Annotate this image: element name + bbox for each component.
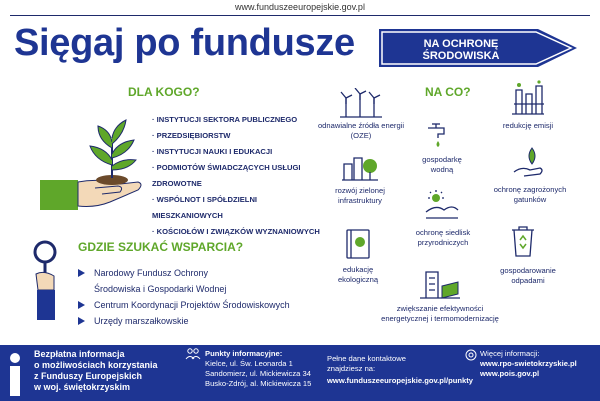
triangle-bullet-icon	[78, 301, 85, 309]
poster-title: Sięgaj po fundusze	[14, 22, 355, 64]
list-item: ZDROWOTNE	[152, 179, 202, 188]
what-item-infra: rozwój zielonej infrastruktury	[335, 186, 385, 205]
what-item-odpady: gospodarowanie odpadami	[500, 266, 556, 285]
contacts-link[interactable]: www.funduszeeuropejskie.gov.pl/punkty	[327, 376, 473, 385]
list-item: MIESZKANIOWYCH	[152, 211, 223, 220]
what-item-edukacja: edukację ekologiczną	[337, 265, 379, 284]
triangle-bullet-icon	[78, 317, 85, 325]
footer-points: Punkty informacyjne: Kielce, ul. Św. Leonarda 1 Sandomierz, ul. Mickiewicza 34 Busko-Zdrój, al. Mickiewicza 15	[205, 349, 312, 388]
at-sign-icon	[465, 349, 477, 361]
water-tap-icon	[424, 116, 458, 150]
list-item: Środowiska i Gospodarki Wodnej	[94, 284, 227, 294]
solar-building-icon	[418, 264, 462, 300]
sign-label: NA OCHRONĘ ŚRODOWISKA	[422, 38, 500, 62]
info-i-icon	[6, 352, 24, 398]
what-item-emisje: redukcję emisji	[502, 121, 554, 130]
rpo-link[interactable]: www.rpo-swietokrzyskie.pl	[480, 359, 577, 368]
magnifier-hand-icon	[28, 240, 68, 325]
footer-contacts: Pełne dane kontaktowe znajdziesz na: www.funduszeeuropejskie.gov.pl/punkty	[327, 354, 473, 385]
people-icon	[185, 348, 201, 360]
recycling-bin-icon	[508, 224, 538, 258]
pois-link[interactable]: www.pois.gov.pl	[480, 369, 540, 378]
list-item: · KOŚCIOŁÓW I ZWIĄZKÓW WYZNANIOWYCH	[152, 227, 320, 236]
footer-more: Więcej informacji: www.rpo-swietokrzyskie.pl www.pois.gov.pl	[480, 349, 598, 379]
factory-emission-icon	[510, 80, 546, 116]
where-heading: GDZIE SZUKAĆ WSPARCIA?	[78, 240, 244, 254]
list-item: · INSTYTUCJI NAUKI I EDUKACJI	[152, 147, 273, 156]
hand-leaf-icon	[512, 146, 548, 178]
what-item-gatunki: ochronę zagrożonych gatunków	[493, 185, 567, 204]
where-list	[78, 265, 290, 329]
list-item: · INSTYTUCJI SEKTORA PUBLICZNEGO	[152, 115, 298, 124]
what-item-oze: odnawialne źródła energii (OZE)	[317, 121, 405, 140]
list-item: · PRZEDSIĘBIORSTW	[152, 131, 231, 140]
list-item: · WSPÓLNOT I SPÓŁDZIELNI	[152, 195, 258, 204]
what-item-siedliska: ochronę siedlisk przyrodniczych	[415, 228, 471, 247]
triangle-bullet-icon	[78, 269, 85, 277]
source-url: www.funduszeeuropejskie.gov.pl	[235, 2, 365, 12]
eco-book-icon	[344, 228, 372, 260]
what-heading: NA CO?	[425, 85, 471, 99]
who-heading: DLA KOGO?	[128, 85, 200, 99]
list-item: Urzędy marszałkowskie	[78, 313, 290, 329]
wind-turbines-icon	[338, 88, 384, 118]
list-item: Narodowy Fundusz Ochrony	[78, 265, 290, 281]
what-item-woda: gospodarkę wodną	[422, 155, 462, 174]
list-item: · PODMIOTÓW ŚWIADCZĄCYCH USŁUGI	[152, 163, 301, 172]
list-item: Centrum Koordynacji Projektów Środowiskowych	[78, 297, 290, 313]
hand-plant-icon	[40, 110, 155, 215]
header-divider	[10, 15, 590, 16]
green-city-icon	[340, 150, 380, 182]
what-item-efektywnosc: zwiększanie efektywności energetycznej i termomodernizację	[381, 304, 499, 323]
landscape-sun-icon	[424, 190, 460, 220]
footer-info: Bezpłatna informacja o możliwościach korzystania z Funduszy Europejskich w woj. świętokrzyskim	[34, 349, 158, 392]
